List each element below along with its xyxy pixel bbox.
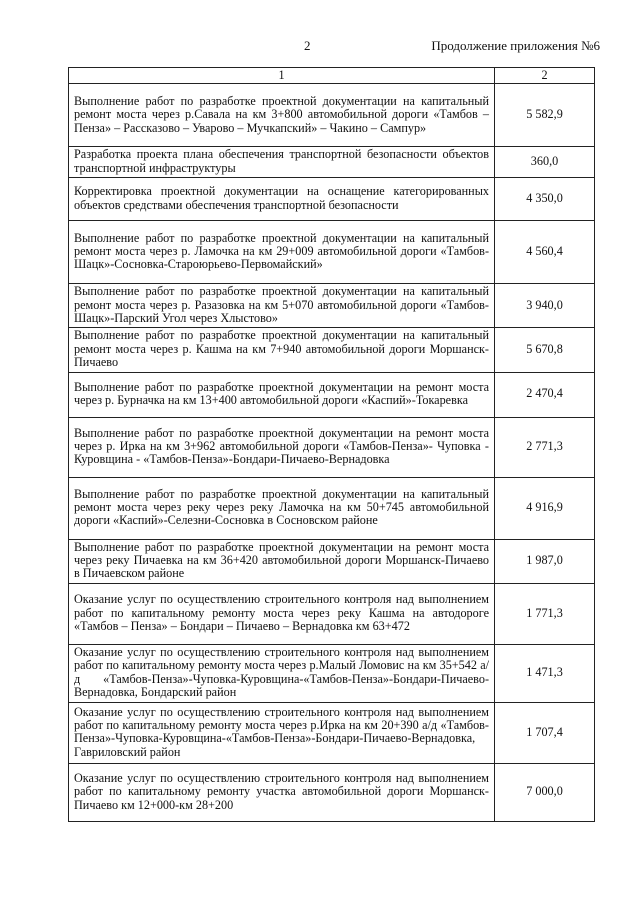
continuation-label: Продолжение приложения №6 <box>431 38 600 53</box>
work-description: Разработка проекта плана обеспечения транспортной безопасности объектов транспортной инфраструктуры <box>69 147 495 178</box>
work-description: Оказание услуг по осуществлению строительного контроля над выполнением работ по капитальному ремонту моста через р.Ирка на км 20+390 а/д «Тамбов-Пенза»-Чуповка-Куровщина-«Тамбов-Пенза»-Бондари-Пичаево-Вернадовка, Гавриловский район <box>69 702 495 763</box>
header-row <box>69 68 595 84</box>
table-row <box>69 147 595 178</box>
work-amount: 1 471,3 <box>495 644 595 702</box>
table-row <box>69 763 595 821</box>
work-description: Оказание услуг по осуществлению строительного контроля над выполнением работ по капитальному ремонту участка автомобильной дороги Моршанск-Пичаево км 12+000-км 28+200 <box>69 763 495 821</box>
table-row <box>69 328 595 372</box>
work-description: Корректировка проектной документации на оснащение категорированных объектов средствами обеспечения транспортной безопасности <box>69 178 495 221</box>
work-amount: 5 582,9 <box>495 84 595 147</box>
works-table <box>68 67 595 822</box>
table-row <box>69 583 595 644</box>
work-description: Выполнение работ по разработке проектной документации на ремонт моста через р. Ирка на км 3+962 автомобильной дороги «Тамбов-Пенза»- Чуповка - Куровщина - «Тамбов-Пенза»-Бондари-Пичаево-Вернадовка <box>69 417 495 477</box>
work-description: Выполнение работ по разработке проектной документации на капитальный ремонт моста через р. Ламочка на км 29+009 автомобильной дороги «Тамбов-Шацк»-Сосновка-Староюрьево-Первомайский» <box>69 221 495 284</box>
table-row <box>69 284 595 328</box>
work-amount: 4 350,0 <box>495 178 595 221</box>
work-description: Выполнение работ по разработке проектной документации на капитальный ремонт моста через р.Савала на км 3+800 автомобильной дороги «Тамбов – Пенза» – Рассказово – Уварово – Мучкапский» – Чакино – Сампур» <box>69 84 495 147</box>
work-amount: 7 000,0 <box>495 763 595 821</box>
work-amount: 3 940,0 <box>495 284 595 328</box>
work-description: Выполнение работ по разработке проектной документации на капитальный ремонт моста через р. Кашма на км 7+940 автомобильной дороги Моршанск-Пичаево <box>69 328 495 372</box>
table-row <box>69 477 595 539</box>
work-amount: 4 560,4 <box>495 221 595 284</box>
page-number: 2 <box>304 38 311 53</box>
column-header-2: 2 <box>495 68 595 84</box>
work-amount: 1 707,4 <box>495 702 595 763</box>
table-row <box>69 178 595 221</box>
work-amount: 5 670,8 <box>495 328 595 372</box>
work-description: Выполнение работ по разработке проектной документации на капитальный ремонт моста через реку через реку Ламочка на км 50+745 автомобильной дороги «Каспий»-Селезни-Сосновка в Сосновском районе <box>69 477 495 539</box>
table-row <box>69 702 595 763</box>
table-row <box>69 539 595 583</box>
work-amount: 1 771,3 <box>495 583 595 644</box>
work-amount: 2 470,4 <box>495 372 595 417</box>
work-description: Оказание услуг по осуществлению строительного контроля над выполнением работ по капитальному ремонту моста через реку Кашма на автодороге «Тамбов – Пенза» – Бондари – Пичаево – Вернадовка км 63+472 <box>69 583 495 644</box>
work-description: Оказание услуг по осуществлению строительного контроля над выполнением работ по капитальному ремонту моста через р.Малый Ломовис на км 35+542 а/д «Тамбов-Пенза»-Чуповка-Куровщина-«Тамбов-Пенза»-Бондари-Пичаево-Вернадовка, Бондарский район <box>69 644 495 702</box>
table-row <box>69 84 595 147</box>
work-description: Выполнение работ по разработке проектной документации на ремонт моста через р. Бурначка на км 13+400 автомобильной дороги «Каспий»-Токаревка <box>69 372 495 417</box>
work-amount: 2 771,3 <box>495 417 595 477</box>
table-row <box>69 417 595 477</box>
table-row <box>69 221 595 284</box>
work-description: Выполнение работ по разработке проектной документации на ремонт моста через реку Пичаевка на км 36+420 автомобильной дороги Моршанск-Пичаево в Пичаевском районе <box>69 539 495 583</box>
column-header-1: 1 <box>69 68 495 84</box>
table-row <box>69 644 595 702</box>
work-amount: 360,0 <box>495 147 595 178</box>
work-amount: 4 916,9 <box>495 477 595 539</box>
table-row <box>69 372 595 417</box>
work-amount: 1 987,0 <box>495 539 595 583</box>
work-description: Выполнение работ по разработке проектной документации на капитальный ремонт моста через р. Разазовка на км 5+070 автомобильной дороги «Тамбов-Шацк»-Парский Угол через Хлыстово» <box>69 284 495 328</box>
